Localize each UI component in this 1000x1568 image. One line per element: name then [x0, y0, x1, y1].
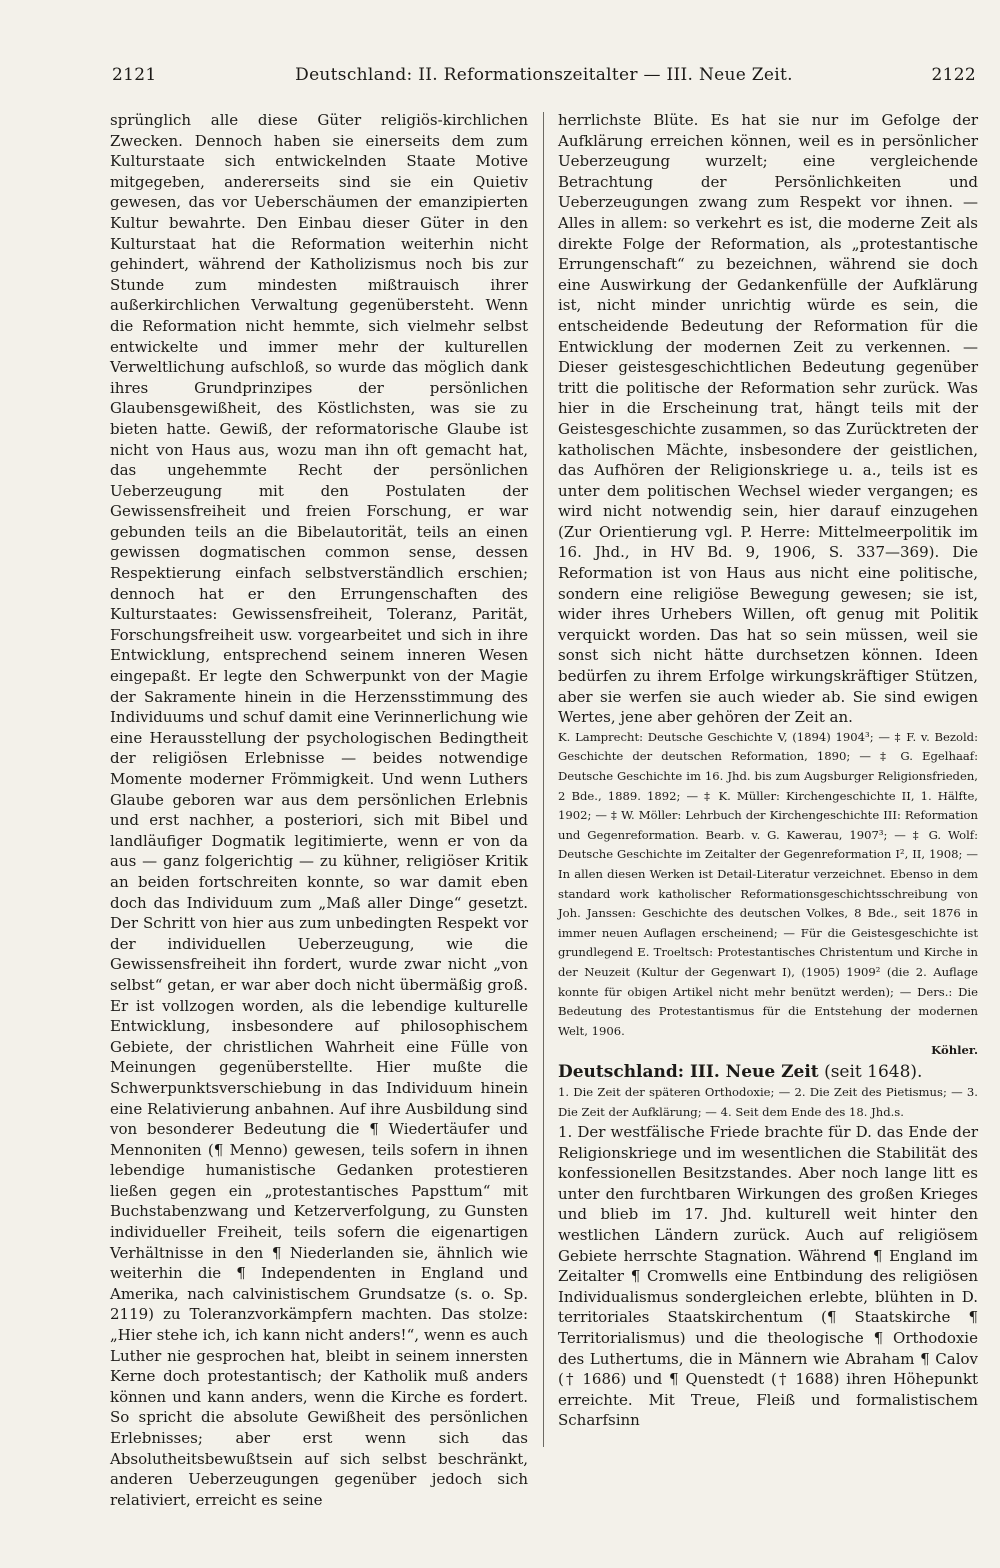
left-column-text: sprünglich alle diese Güter religiös-kirchlichen Zwecken. Dennoch haben sie einerseits dem zum Kulturstaate sich entwickelnden Staate Motive mitgegeben, andererseits sind sie ein Quietiv gewesen, das vor Ueberschäumen der emanzipierten Kultur bewahrte. Den Einbau dieser Güter in den Kulturstaat hat die Reformation weiterhin nicht gehindert, während der Katholizismus noch bis zur Stunde zum mindesten mißtrauisch ihrer außerkirchlichen Verwaltung gegenübersteht. Wenn die Reformation nicht hemmte, sich vielmehr selbst entwickelte und immer mehr der kulturellen Verweltlichung aufschloß, so wurde das möglich dank ihres Grundprinzipes der persönlichen Glaubensgewißheit, des Köstlichsten, was sie zu bieten hatte. Gewiß, der reformatorische Glaube ist nicht von Haus aus, wozu man ihn oft gemacht hat, das ungehemmte Recht der persönlichen Ueberzeugung mit den Postulaten der Gewissensfreiheit und freien Forschung, er war gebunden teils an die Bibelautorität, teils an einen gewissen dogmatischen common sense, dessen Respektierung einfach selbstverständlich erschien; dennoch hat er den Errungenschaften des Kulturstaates: Gewissensfreiheit, Toleranz, Parität, Forschungsfreiheit usw. vorgearbeitet und sich in ihre Entwicklung, entsprechend seinem inneren Wesen eingepaßt. Er legte den Schwerpunkt von der Magie der Sakramente hinein in die Herzensstimmung des Individuums und schuf damit eine Verinnerlichung wie eine Herausstellung der psychologischen Bedingtheit der religiösen Erlebnisse — beides notwendige Momente moderner Frömmigkeit. Und wenn Luthers Glaube geboren war aus dem persönlichen Erlebnis und erst nachher, a posteriori, sich mit Bibel und landläufiger Dogmatik legitimierte, wenn er von da aus — ganz folgerichtig — zu kühner, religiöser Kritik an beiden fortschreiten konnte, so war damit eben doch das Individuum zum „Maß aller Dinge“ gesetzt. Der Schritt von hier aus zum unbedingten Respekt vor der individuellen Ueberzeugung, wie die Gewissensfreiheit ihn fordert, wurde zwar nicht „von selbst“ getan, er war aber doch nicht übermäßig groß. Er ist vollzogen worden, als die lebendige kulturelle Entwicklung, insbesondere auf philosophischem Gebiete, der christlichen Wahrheit eine Fülle von Meinungen gegenüberstellte. Hier mußte die Schwerpunktsverschiebung in das Individuum hinein eine Relativierung anbahnen. Auf ihre Ausbildung sind von besonderer Bedeutung die ¶ Wiedertäufer und Mennoniten (¶ Menno) gewesen, teils sofern in ihnen lebendige humanistische Gedanken protestieren ließen gegen ein „protestantisches Papsttum“ mit Buchstabenzwang und Ketzerverfolgung, zu Gunsten individueller Freiheit, teils sofern die eigenartigen Verhältnisse in den ¶ Niederlanden sie, ähnlich wie weiterhin die ¶ Independenten in England und Amerika, nach calvinistischem Grundsatze (s. o. Sp. 2119) zu Toleranzvorkämpfern machten. Das stolze: „Hier stehe ich, ich kann nicht anders!“, wenn es auch Luther nie gesprochen hat, bleibt in seinem innersten Kerne doch protestantisch; der Katholik muß anders können und kann anders, wenn die Kirche es fordert. So spricht die absolute Gewißheit des persönlichen Erlebnisses; aber erst wenn sich das Absolutheitsbewußtsein auf sich selbst beschränkt, anderen Ueberzeugungen gegenüber jedoch sich relativiert, erreicht es seine — [110, 111, 528, 1509]
section-subtitle: (seit 1648). — [824, 1061, 923, 1082]
running-title: Deutschland: II. Reformationszeitalter — III. Neue Zeit. — [295, 65, 793, 85]
bibliography: K. Lamprecht: Deutsche Geschichte V, (1894) 1904³; — ‡ F. v. Bezold: Geschichte der deutschen Reformation, 1890; — ‡ G. Egelhaaf: Deutsche Geschichte im 16. Jhd. bis zum Augsburger Religionsfrieden, 2 Bde., 1889. 1892; — ‡ K. Müller: Kirchengeschichte II, 1. Hälfte, 1902; — ‡ W. Möller: Lehrbuch der Kirchengeschichte III: Reformation und Gegenreformation. Bearb. v. G. Kawerau, 1907³; — ‡ G. Wolf: Deutsche Geschichte im Zeitalter der Gegenreformation I², II, 1908; — In allen diesen Werken ist Detail-Literatur verzeichnet. Ebenso in dem standard work katholischer Reformationsgeschichtsschreibung von Joh. Janssen: Geschichte des deutschen Volkes, 8 Bde., seit 1876 in immer neuen Auflagen erscheinend; — Für die Geistesgeschichte ist grundlegend E. Troeltsch: Protestantisches Christentum und Kirche in der Neuzeit (Kultur der Gegenwart I), (1905) 1909² (die 2. Auflage konnte für obigen Artikel nicht mehr benützt werden); — Ders.: Die Bedeutung des Protestantismus für die Entstehung der modernen Welt, 1906. — [558, 729, 978, 1038]
section-contents: 1. Die Zeit der späteren Orthodoxie; — 2. Die Zeit des Pietismus; — 3. Die Zeit der Aufklärung; — 4. Seit dem Ende des 18. Jhd.s. — [558, 1084, 978, 1119]
page-header — [112, 60, 976, 90]
section-text: 1. Der westfälische Friede brachte für D. das Ende der Religionskriege und im wesentlichen die Stabilität des konfessionellen Besitzstandes. Aber noch lange litt es unter den furchtbaren Wirkungen des großen Krieges und blieb im 17. Jhd. kulturell weit hinter den westlichen Ländern zurück. Auch auf religiösem Gebiete herrschte Stagnation. Während ¶ England im Zeitalter ¶ Cromwells eine Entbindung des religiösen Individualismus sondergleichen erlebte, blühten in D. territoriales Staatskirchentum (¶ Staatskirche ¶ Territorialismus) und die theologische ¶ Orthodoxie des Luthertums, die in Männern wie Abraham ¶ Calov († 1686) und ¶ Quenstedt († 1688) ihren Höhepunkt erreichte. Mit Treue, Fleiß und formalistischem Scharfsinn — [558, 1123, 978, 1430]
page-number-right: 2122 — [931, 65, 976, 85]
column-divider — [543, 112, 544, 1447]
section-heading — [558, 1061, 978, 1083]
right-column — [558, 110, 978, 1431]
right-column-text: herrlichste Blüte. Es hat sie nur im Gefolge der Aufklärung erreichen können, weil es in persönlicher Ueberzeugung wurzelt; eine vergleichende Betrachtung der Persönlichkeiten und Ueberzeugungen zwang zum Respekt vor ihnen. — Alles in allem: so verkehrt es ist, die moderne Zeit als direkte Folge der Reformation, als „protestantische Errungenschaft“ zu bezeichnen, während sie doch eine Auswirkung der Gedankenfülle der Aufklärung ist, nicht minder unrichtig würde es sein, die entscheidende Bedeutung der Reformation für die Entwicklung der modernen Zeit zu verkennen. — Dieser geistesgeschichtlichen Bedeutung gegenüber tritt die politische der Reformation sehr zurück. Was hier in die Erscheinung trat, hängt teils mit der Geistesgeschichte zusammen, so das Zurücktreten der katholischen Mächte, insbesondere der geistlichen, das Aufhören der Religionskriege u. a., teils ist es unter dem politischen Wechsel wieder vergangen; es wird nicht notwendig sein, hier darauf einzugehen (Zur Orientierung vgl. P. Herre: Mittelmeerpolitik im 16. Jhd., in HV Bd. 9, 1906, S. 337—369). Die Reformation ist von Haus aus nicht eine politische, sondern eine religiöse Bewegung gewesen; sie ist, wider ihres Urhebers Willen, oft genug mit Politik verquickt worden. Das hat so sein müssen, weil sie sonst sich nicht hätte durchsetzen können. Ideen bedürfen zu ihrem Erfolge wirkungskräftiger Stützen, aber sie werfen sie auch wieder ab. Sie sind ewigen Wertes, jene aber gehören der Zeit an. — [558, 111, 978, 727]
page-number-left: 2121 — [112, 65, 157, 85]
section-title: Deutschland: III. Neue Zeit — [558, 1061, 819, 1082]
article-author: Köhler. — [931, 1043, 978, 1058]
left-column — [110, 110, 528, 1510]
